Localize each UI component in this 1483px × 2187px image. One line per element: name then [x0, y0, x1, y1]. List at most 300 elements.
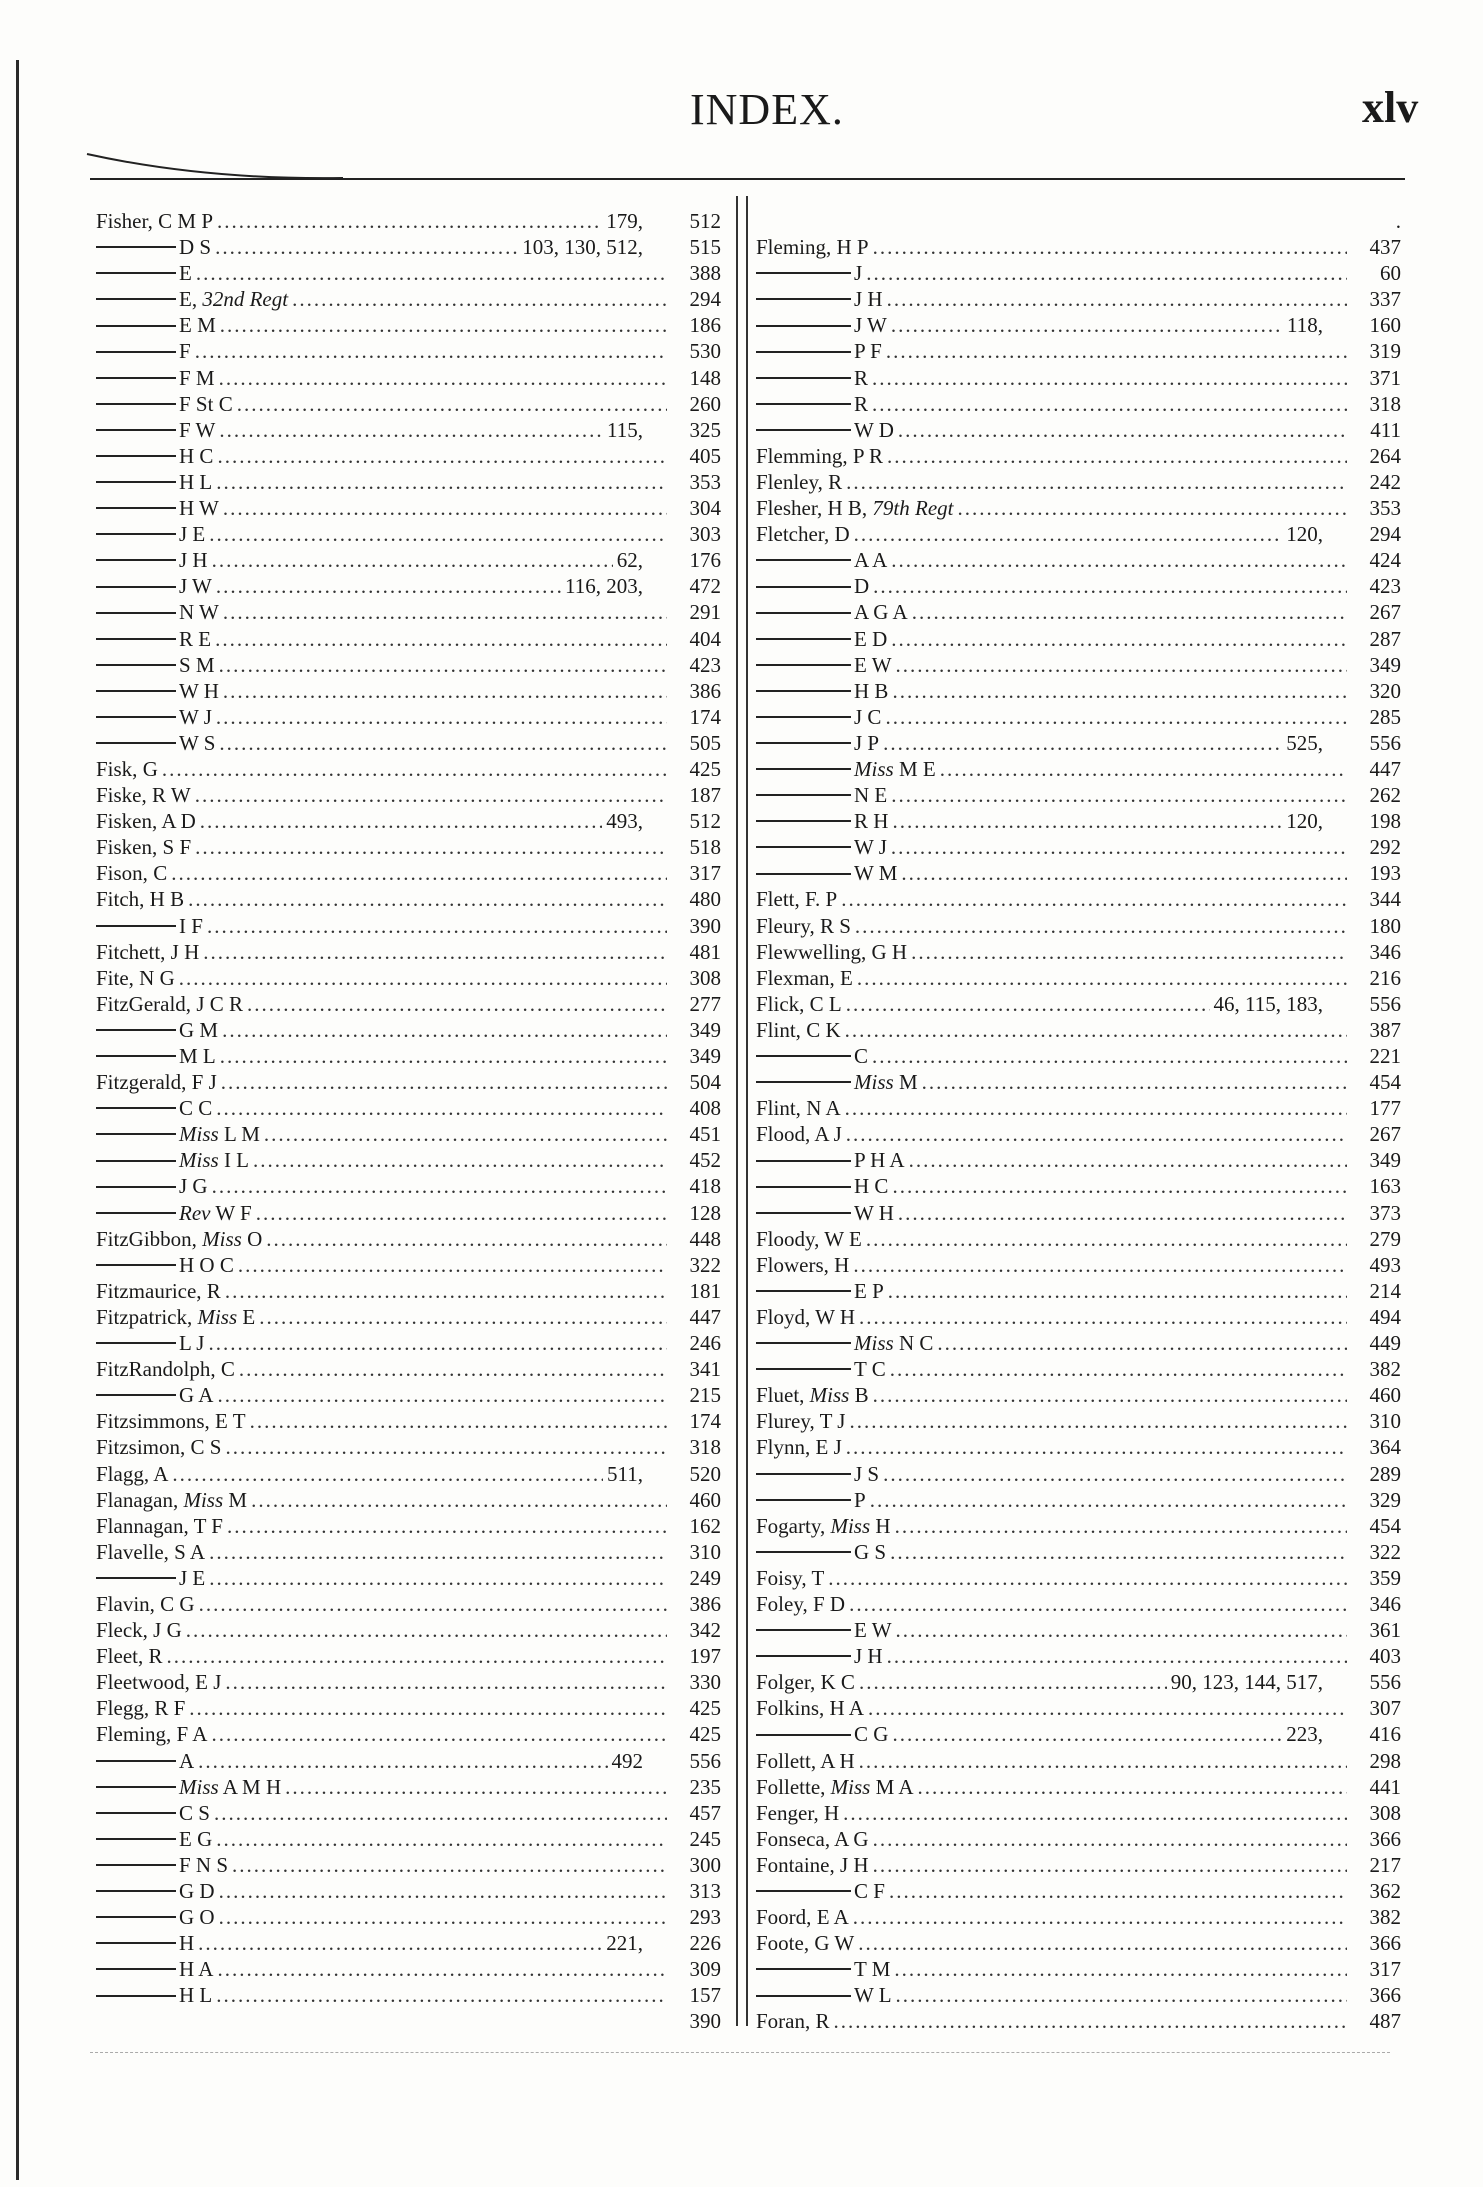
- entry-surname: Fletcher,: [756, 522, 830, 547]
- entry-pages: 120,: [1286, 522, 1323, 547]
- entry-page: 216: [1369, 965, 1401, 990]
- entry-name: [756, 391, 868, 417]
- entry-name: [756, 1695, 864, 1721]
- index-entry: [96, 1565, 721, 1591]
- entry-name: [756, 1200, 894, 1226]
- ditto-dash: [96, 1968, 176, 1970]
- entry-given: E D: [854, 626, 888, 651]
- entry-name: [96, 1539, 205, 1565]
- leader-dots: [898, 417, 1347, 443]
- entry-page: 330: [689, 1670, 721, 1695]
- leader-dots: [958, 495, 1348, 521]
- index-entry: [96, 1956, 721, 1982]
- index-entry: [756, 913, 1401, 939]
- entry-name: [96, 965, 175, 991]
- entry-surname: Flanagan,: [96, 1487, 179, 1512]
- ditto-dash: [96, 586, 176, 588]
- ditto-dash: [756, 272, 851, 274]
- entry-given: T F: [193, 1513, 223, 1538]
- entry-page: 424: [1369, 548, 1401, 573]
- entry-given: J H: [179, 548, 208, 573]
- entry-given: D: [854, 574, 870, 599]
- entry-given: C: [153, 861, 168, 886]
- entry-page: 518: [689, 835, 721, 860]
- entry-given: N E: [854, 783, 888, 808]
- entry-surname: Fitzsimon,: [96, 1435, 186, 1460]
- entry-name: [96, 1434, 221, 1460]
- entry-name: [756, 991, 842, 1017]
- entry-page: 162: [689, 1513, 721, 1538]
- ditto-dash: [756, 638, 851, 640]
- entry-page: 404: [689, 626, 721, 651]
- ditto-dash: [96, 1864, 176, 1866]
- index-entry: [96, 886, 721, 912]
- leader-dots: [889, 1878, 1347, 1904]
- entry-page: 294: [689, 287, 721, 312]
- entry-given: F M: [179, 365, 215, 390]
- entry-page: 386: [689, 678, 721, 703]
- index-entry: [96, 1226, 721, 1252]
- ditto-dash: [96, 1342, 176, 1344]
- entry-given: E W: [854, 652, 892, 677]
- leader-dots: [892, 1173, 1347, 1199]
- entry-name: [96, 834, 191, 860]
- entry-name: [96, 886, 184, 912]
- index-entry: [96, 391, 721, 417]
- column-divider: [746, 196, 748, 2026]
- entry-surname: Fenger,: [756, 1800, 819, 1825]
- entry-given: C M P: [158, 209, 214, 233]
- entry-page: 349: [689, 1017, 721, 1042]
- entry-surname: Flexman,: [756, 965, 835, 990]
- entry-given: A H: [820, 1748, 855, 1773]
- leader-dots: [219, 417, 603, 443]
- entry-given: H: [179, 1931, 195, 1956]
- leader-dots: [888, 1278, 1347, 1304]
- entry-surname: Floyd,: [756, 1304, 811, 1329]
- leader-dots: [237, 391, 667, 417]
- leader-dots: [215, 234, 518, 260]
- entry-surname: Flagg,: [96, 1461, 150, 1486]
- index-entry: [96, 1669, 721, 1695]
- index-entry: [96, 1852, 721, 1878]
- ditto-dash: [756, 716, 851, 718]
- index-entry: [96, 1539, 721, 1565]
- entry-given: D: [834, 522, 850, 547]
- entry-given: R E: [179, 626, 212, 651]
- top-rule-curve: [85, 150, 345, 190]
- entry-name: [756, 1982, 892, 2008]
- entry-page: 186: [689, 313, 721, 338]
- entry-surname: Flemming,: [756, 443, 848, 468]
- entry-name: [96, 1278, 221, 1304]
- entry-given: R: [206, 1278, 221, 1303]
- entry-name: [756, 1304, 855, 1330]
- entry-page: 425: [689, 756, 721, 781]
- index-entry: [756, 365, 1401, 391]
- entry-given: S M: [179, 652, 215, 677]
- index-entry: [96, 860, 721, 886]
- index-entry: [96, 1252, 721, 1278]
- entry-surname: Flood,: [756, 1122, 811, 1147]
- leader-dots: [891, 312, 1283, 338]
- entry-page: 181: [689, 1278, 721, 1303]
- leader-dots: [892, 1721, 1282, 1747]
- leader-dots: [940, 756, 1347, 782]
- entry-page: 373: [1369, 1200, 1401, 1225]
- index-entry: [96, 965, 721, 991]
- index-entry: [756, 1774, 1401, 1800]
- entry-surname: FitzGerald,: [96, 991, 192, 1016]
- entry-given: E J: [815, 1435, 842, 1460]
- ditto-dash: [96, 1212, 176, 1214]
- ditto-dash: [96, 559, 176, 561]
- entry-given: W D: [854, 417, 894, 442]
- entry-given: E: [179, 261, 192, 286]
- entry-page: 366: [1369, 1826, 1401, 1851]
- leader-dots: [219, 730, 667, 756]
- entry-page: 322: [689, 1252, 721, 1277]
- leader-dots: [189, 1695, 667, 1721]
- entry-name: [756, 234, 869, 260]
- ditto-dash: [756, 1055, 851, 1057]
- entry-name: [756, 626, 887, 652]
- leader-dots: [253, 1147, 667, 1173]
- entry-page: 454: [1369, 1513, 1401, 1538]
- entry-name: [96, 1226, 262, 1252]
- entry-page: 187: [689, 783, 721, 808]
- entry-page: 260: [689, 391, 721, 416]
- entry-page: 371: [1369, 365, 1401, 390]
- entry-name: [96, 1591, 195, 1617]
- entry-surname: Folger,: [756, 1670, 816, 1695]
- entry-name: [96, 808, 196, 834]
- leader-dots: [223, 678, 667, 704]
- entry-page: 454: [1369, 1070, 1401, 1095]
- index-entry: [96, 756, 721, 782]
- entry-page: 437: [1369, 235, 1401, 260]
- ditto-dash: [96, 246, 176, 248]
- entry-page: 174: [689, 1409, 721, 1434]
- entry-name: [96, 939, 199, 965]
- leader-dots: [873, 1826, 1347, 1852]
- entry-page: 214: [1369, 1278, 1401, 1303]
- entry-page: 318: [689, 1435, 721, 1460]
- entry-given: H B: [854, 678, 889, 703]
- entry-name: [96, 626, 211, 652]
- index-entry: [756, 860, 1401, 886]
- ditto-dash: [96, 533, 176, 535]
- leader-dots: [883, 730, 1282, 756]
- leader-dots: [849, 1591, 1347, 1617]
- index-entry: [96, 1434, 721, 1460]
- entry-given: C C: [179, 1096, 213, 1121]
- index-entry: [756, 1878, 1401, 1904]
- entry-name: [756, 469, 842, 495]
- entry-given: J P: [854, 730, 880, 755]
- entry-given: N G: [139, 965, 175, 990]
- entry-page: 160: [1369, 313, 1401, 338]
- entry-surname: Flesher,: [756, 496, 823, 521]
- entry-given: N A: [806, 1096, 841, 1121]
- entry-name: [756, 678, 888, 704]
- entry-page: 556: [1369, 1670, 1401, 1695]
- index-entry: [96, 234, 721, 260]
- entry-page: 441: [1369, 1774, 1401, 1799]
- entry-given: G: [142, 756, 158, 781]
- entry-given: A: [153, 1461, 169, 1486]
- entry-name: [96, 495, 219, 521]
- entry-pages: 493,: [606, 809, 643, 834]
- leader-dots: [909, 1147, 1347, 1173]
- leader-dots: [216, 1826, 667, 1852]
- entry-page: 366: [1369, 1983, 1401, 2008]
- leader-dots: [238, 1252, 667, 1278]
- entry-given: J E: [179, 522, 206, 547]
- entry-given: A A: [854, 548, 888, 573]
- ditto-dash: [756, 1081, 851, 1083]
- entry-page: 448: [689, 1226, 721, 1251]
- entry-page: 291: [689, 600, 721, 625]
- entry-given: R F: [154, 1696, 186, 1721]
- index-entry: [96, 599, 721, 625]
- entry-name: [756, 443, 883, 469]
- entry-given: W H: [854, 1200, 894, 1225]
- index-entry: [96, 652, 721, 678]
- leader-dots: [225, 1278, 667, 1304]
- index-entry: [756, 1591, 1401, 1617]
- index-entry: [96, 338, 721, 364]
- ditto-dash: [96, 664, 176, 666]
- entry-given: W J: [854, 835, 887, 860]
- entry-page: 493: [1369, 1252, 1401, 1277]
- leader-dots: [247, 991, 667, 1017]
- entry-given: J S: [854, 1461, 880, 1486]
- index-entry: [96, 312, 721, 338]
- leader-dots: [227, 1513, 667, 1539]
- entry-page: 342: [689, 1618, 721, 1643]
- entry-given: R: [854, 365, 869, 390]
- entry-name: [756, 1408, 845, 1434]
- entry-name: [96, 1304, 255, 1330]
- entry-page: 329: [1369, 1487, 1401, 1512]
- index-entry: [96, 469, 721, 495]
- leader-dots: [216, 1095, 667, 1121]
- entry-given: C S: [190, 1435, 222, 1460]
- entry-name: [96, 1095, 212, 1121]
- entry-page: 177: [1369, 1096, 1401, 1121]
- leader-dots: [219, 1904, 667, 1930]
- entry-name: [756, 2008, 830, 2034]
- entry-given: P R: [852, 443, 884, 468]
- entry-given: A: [179, 1748, 195, 1773]
- entry-page: 163: [1369, 1174, 1401, 1199]
- entry-pages: 492: [611, 1748, 643, 1773]
- entry-page: 176: [689, 548, 721, 573]
- entry-given: Miss M E: [854, 756, 936, 781]
- entry-pages: 116, 203,: [565, 574, 643, 599]
- index-entry: [756, 652, 1401, 678]
- leader-dots: [872, 1043, 1347, 1069]
- leader-dots: [220, 312, 667, 338]
- entry-given: J H: [170, 939, 200, 964]
- ditto-dash: [756, 768, 851, 770]
- entry-name: [96, 1852, 228, 1878]
- entry-page: 264: [1369, 443, 1401, 468]
- ditto-dash: [756, 351, 851, 353]
- entry-page: 310: [1369, 1409, 1401, 1434]
- entry-page: 418: [689, 1174, 721, 1199]
- leader-dots: [239, 1356, 667, 1382]
- entry-pages: 525,: [1286, 730, 1323, 755]
- entry-name: [756, 808, 888, 834]
- ditto-dash: [756, 1655, 851, 1657]
- index-entry: [96, 913, 721, 939]
- ditto-dash: [96, 1394, 176, 1396]
- entry-surname: Foran,: [756, 2009, 811, 2034]
- entry-pages: 62,: [616, 548, 643, 573]
- ditto-dash: [756, 794, 851, 796]
- index-entry: [96, 730, 721, 756]
- entry-given: C L: [809, 991, 842, 1016]
- leader-dots: [853, 1252, 1347, 1278]
- ditto-dash: [756, 1890, 851, 1892]
- entry-name: [96, 1826, 212, 1852]
- leader-dots: [222, 1017, 667, 1043]
- entry-pages: 120,: [1286, 809, 1323, 834]
- entry-given: G H: [871, 939, 908, 964]
- leader-dots: [199, 1591, 667, 1617]
- entry-given: G D: [179, 1879, 215, 1903]
- ditto-dash: [756, 403, 851, 405]
- entry-page: 512: [689, 809, 721, 834]
- index-entry: [96, 834, 721, 860]
- entry-page: 60: [1380, 261, 1401, 286]
- entry-given: H B, 79th Regt: [827, 496, 954, 521]
- ditto-dash: [96, 272, 176, 274]
- ditto-dash: [756, 1499, 851, 1501]
- entry-given: W J: [179, 704, 212, 729]
- index-entry: [756, 1643, 1401, 1669]
- entry-page: 320: [1369, 678, 1401, 703]
- entry-name: [96, 1487, 247, 1513]
- leader-dots: [859, 1669, 1167, 1695]
- entry-page: 309: [689, 1957, 721, 1982]
- leader-dots: [885, 704, 1347, 730]
- leader-dots: [225, 1434, 667, 1460]
- index-entry: [96, 1069, 721, 1095]
- entry-page: 267: [1369, 600, 1401, 625]
- entry-page: 364: [1369, 1435, 1401, 1460]
- entry-given: F. P: [805, 887, 838, 912]
- leader-dots: [866, 260, 1347, 286]
- entry-name: [96, 1408, 246, 1434]
- entry-name: [96, 417, 215, 443]
- entry-name: [756, 965, 853, 991]
- entry-page: 447: [1369, 756, 1401, 781]
- entry-name: [96, 1982, 212, 2008]
- entry-name: [96, 1695, 185, 1721]
- entry-name: [96, 704, 212, 730]
- leader-dots: [219, 652, 667, 678]
- entry-page: 556: [689, 1748, 721, 1773]
- entry-name: [96, 1356, 235, 1382]
- entry-page: 520: [689, 1461, 721, 1486]
- ditto-dash: [756, 325, 851, 327]
- leader-dots: [167, 1643, 667, 1669]
- entry-name: [96, 1669, 221, 1695]
- ditto-dash: [96, 351, 176, 353]
- leader-dots: [834, 2008, 1347, 2034]
- index-entry: [756, 547, 1401, 573]
- leader-dots: [894, 1956, 1347, 1982]
- index-entry: [96, 547, 721, 573]
- entry-page: 307: [1369, 1696, 1401, 1721]
- entry-given: W M: [854, 861, 898, 886]
- index-entry: [756, 1200, 1401, 1226]
- index-entry: [756, 1930, 1401, 1956]
- entry-page: 246: [689, 1331, 721, 1356]
- entry-page: 318: [1369, 391, 1401, 416]
- index-entry: [756, 1513, 1401, 1539]
- ditto-dash: [756, 1551, 851, 1553]
- entry-surname: FitzRandolph,: [96, 1357, 216, 1382]
- entry-surname: Fleming,: [756, 235, 832, 260]
- leader-dots: [196, 260, 667, 286]
- index-entry: [756, 1095, 1401, 1121]
- leader-dots: [266, 1226, 667, 1252]
- entry-name: [756, 1800, 839, 1826]
- leader-dots: [264, 1121, 667, 1147]
- entry-page: 425: [689, 1696, 721, 1721]
- index-entry: [96, 208, 721, 234]
- leader-dots: [250, 1408, 667, 1434]
- ditto-dash: [96, 1942, 176, 1944]
- entry-given: Miss B: [809, 1383, 869, 1408]
- entry-name: [756, 1930, 854, 1956]
- entry-page: 325: [689, 417, 721, 442]
- entry-given: J C: [854, 704, 882, 729]
- leader-dots: [922, 1069, 1347, 1095]
- entry-page: 480: [689, 887, 721, 912]
- entry-page: 249: [689, 1565, 721, 1590]
- entry-name: [96, 312, 216, 338]
- entry-given: E P: [854, 1278, 884, 1303]
- leader-dots: [217, 443, 667, 469]
- entry-given: D S: [179, 235, 212, 260]
- entry-name: [756, 1017, 841, 1043]
- entry-name: [756, 1095, 841, 1121]
- entry-given: G A: [179, 1383, 214, 1408]
- entry-given: C F: [854, 1879, 885, 1903]
- index-entry: [756, 417, 1401, 443]
- entry-given: H: [823, 1800, 840, 1825]
- leader-dots: [872, 365, 1347, 391]
- entry-given: N W: [179, 600, 219, 625]
- entry-page: 353: [689, 469, 721, 494]
- entry-given: P F: [854, 339, 882, 364]
- index-entry: [756, 391, 1401, 417]
- entry-name: [756, 939, 907, 965]
- leader-dots: [217, 1956, 667, 1982]
- index-entry: [756, 1826, 1401, 1852]
- leader-dots: [251, 1487, 667, 1513]
- entry-given: S F: [162, 835, 192, 860]
- entry-given: H C: [854, 1174, 889, 1199]
- entry-given: T M: [854, 1957, 891, 1982]
- ditto-dash: [756, 586, 851, 588]
- leader-dots: [883, 1461, 1347, 1487]
